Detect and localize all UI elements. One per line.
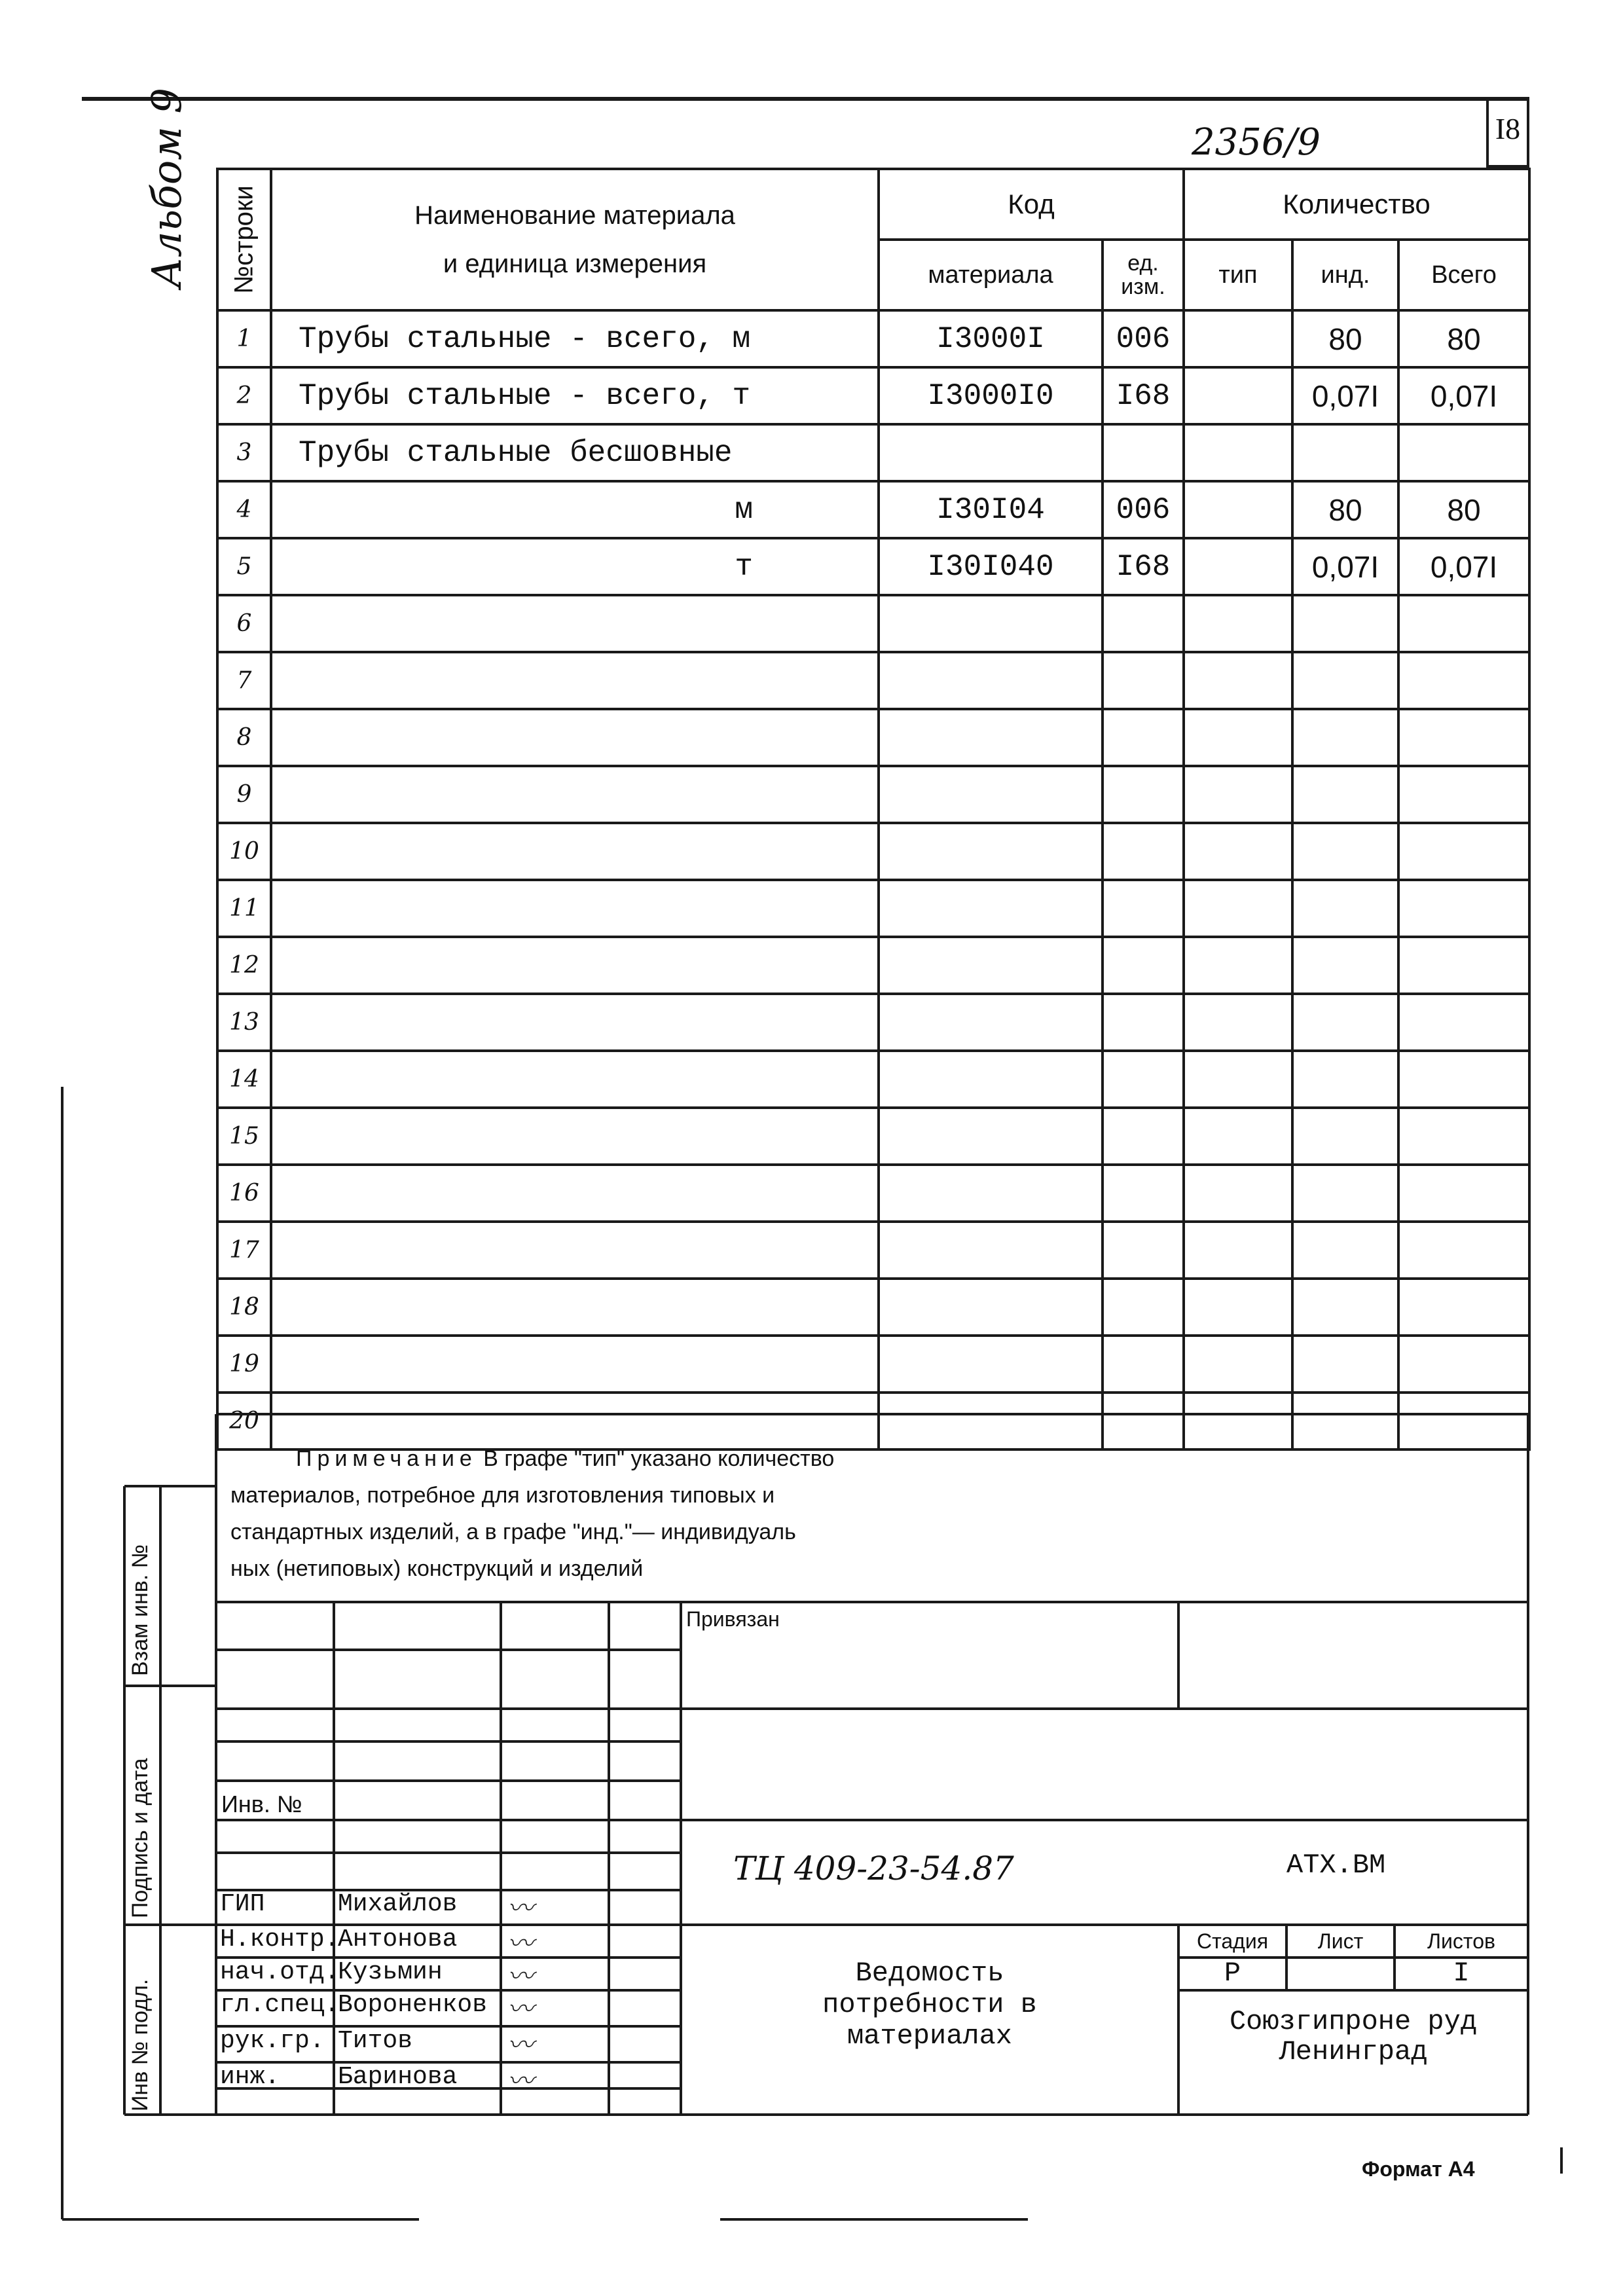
material-name-cell: Трубы стальные - всего, т (271, 367, 879, 424)
personnel-name: Вороненков (338, 1991, 488, 2019)
album-label: Альбом 9 (143, 88, 191, 288)
personnel-name: Антонова (338, 1925, 458, 1954)
row-number-cell: 9 (217, 766, 271, 823)
row-number-cell: 1 (217, 310, 271, 367)
document-mark: АТХ.ВМ (1286, 1850, 1386, 1881)
personnel-name: Титов (338, 2027, 413, 2055)
material-code-cell: I30I040 (879, 538, 1103, 595)
row-number-cell: 17 (217, 1222, 271, 1279)
signature-mark: 〰 (507, 2066, 534, 2096)
header-total: Всего (1398, 240, 1529, 310)
row-number-cell: 18 (217, 1279, 271, 1336)
side-label-sign-date: Подпись и дата (128, 1758, 153, 1918)
format-label: Формат А4 (1362, 2157, 1475, 2181)
signature-mark: 〰 (507, 2030, 534, 2060)
album-code: 2356/9 (1192, 121, 1321, 164)
document-code: ТЦ 409-23-54.87 (733, 1850, 1014, 1887)
row-number-cell: 10 (217, 823, 271, 880)
material-code-cell: I3000I (879, 310, 1103, 367)
signature-mark: 〰 (507, 1893, 534, 1923)
note-line-4: ных (нетиповых) конструкций и изделий (230, 1556, 644, 1581)
personnel-role: Н.контр. (220, 1925, 340, 1954)
header-quantity-group: Количество (1184, 169, 1529, 240)
organization: Союзгипроне руд Ленинград (1229, 2006, 1478, 2068)
personnel-name: Кузьмин (338, 1958, 443, 1986)
bound-label: Привязан (686, 1607, 780, 1631)
row-number-cell: 11 (217, 880, 271, 937)
side-label-inv-orig: Инв № подл. (128, 1978, 153, 2111)
material-code-cell: I30I04 (879, 481, 1103, 538)
total-qty-cell: 0,07I (1398, 538, 1529, 595)
unit-code-cell: I68 (1103, 367, 1184, 424)
personnel-role: ГИП (220, 1890, 265, 1918)
stage-label: Стадия (1196, 1929, 1269, 1953)
header-individual: инд. (1292, 240, 1398, 310)
sheet-number: I8 (1495, 112, 1521, 145)
total-qty-cell: 80 (1398, 310, 1529, 367)
signature-mark: 〰 (507, 1994, 534, 2024)
material-name-cell: Трубы стальные - всего, м (271, 310, 879, 367)
note-line-3: стандартных изделий, а в графе "инд."— индивидуаль (230, 1520, 796, 1544)
row-number-cell: 6 (217, 595, 271, 652)
sheets-label: Листов (1427, 1929, 1495, 1953)
personnel-name: Михайлов (338, 1890, 458, 1918)
header-code-group: Код (879, 169, 1184, 240)
signature-mark: 〰 (507, 1929, 534, 1959)
header-unit: ед. изм. (1103, 240, 1184, 310)
row-number-cell: 15 (217, 1108, 271, 1165)
material-name-cell: т (271, 538, 879, 595)
row-number-cell: 14 (217, 1051, 271, 1108)
row-number-cell: 7 (217, 652, 271, 709)
inv-label: Инв. № (221, 1791, 302, 1817)
material-name-cell: Трубы стальные бесшовные (271, 424, 879, 481)
row-number-cell: 16 (217, 1165, 271, 1222)
individual-qty-cell: 0,07I (1292, 367, 1398, 424)
row-number-cell: 13 (217, 994, 271, 1051)
material-name-cell: м (271, 481, 879, 538)
row-number-cell: 3 (217, 424, 271, 481)
header-material: материала (879, 240, 1103, 310)
personnel-role: инж. (220, 2063, 280, 2091)
note-line-2: материалов, потребное для изготовления типовых и (230, 1483, 775, 1508)
individual-qty-cell: 80 (1292, 310, 1398, 367)
row-number-cell: 5 (217, 538, 271, 595)
row-number-cell: 19 (217, 1336, 271, 1393)
row-number-cell: 2 (217, 367, 271, 424)
row-number-cell: 8 (217, 709, 271, 766)
note-line-1: В графе "тип" указано количество (483, 1446, 835, 1471)
note-title: Примечание (296, 1446, 477, 1471)
material-code-cell: I3000I0 (879, 367, 1103, 424)
header-name: Наименование материала и единица измерения (271, 169, 879, 310)
individual-qty-cell: 80 (1292, 481, 1398, 538)
personnel-role: гл.спец. (220, 1991, 340, 2019)
row-number-cell: 12 (217, 937, 271, 994)
unit-code-cell: 006 (1103, 481, 1184, 538)
total-qty-cell: 0,07I (1398, 367, 1529, 424)
personnel-role: нач.отд. (220, 1958, 340, 1986)
side-label-replace-inv: Взам инв. № (128, 1544, 153, 1676)
header-type: тип (1184, 240, 1292, 310)
document-title: Ведомость потребности в материалах (822, 1958, 1037, 2052)
row-number-cell: 4 (217, 481, 271, 538)
personnel-name: Баринова (338, 2063, 458, 2091)
header-row-number: №строки (217, 169, 271, 310)
personnel-role: рук.гр. (220, 2027, 325, 2055)
total-qty-cell: 80 (1398, 481, 1529, 538)
individual-qty-cell: 0,07I (1292, 538, 1398, 595)
unit-code-cell: I68 (1103, 538, 1184, 595)
sheets-value: I (1453, 1958, 1470, 1989)
stage-value: Р (1224, 1958, 1241, 1989)
signature-mark: 〰 (507, 1961, 534, 1992)
sheet-label: Лист (1317, 1929, 1364, 1953)
unit-code-cell: 006 (1103, 310, 1184, 367)
row-number-cell: 20 (217, 1393, 271, 1449)
